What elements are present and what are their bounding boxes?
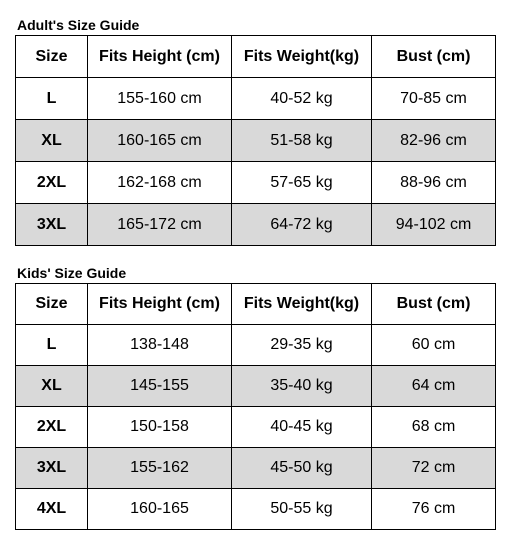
size-cell: 4XL: [16, 489, 88, 530]
adult-size-table: [15, 35, 496, 246]
table-row: [16, 325, 496, 366]
height-cell: 155-162: [88, 448, 232, 489]
weight-cell: 64-72 kg: [232, 204, 372, 246]
header-bust: Bust (cm): [372, 284, 496, 325]
header-size: Size: [16, 36, 88, 78]
bust-cell: 68 cm: [372, 407, 496, 448]
kids-size-guide-title: Kids' Size Guide: [17, 265, 127, 281]
height-cell: 155-160 cm: [88, 78, 232, 120]
table-row: [16, 366, 496, 407]
header-fits-weight: Fits Weight(kg): [232, 36, 372, 78]
size-cell: XL: [16, 120, 88, 162]
bust-cell: 72 cm: [372, 448, 496, 489]
bust-cell: 60 cm: [372, 325, 496, 366]
weight-cell: 40-52 kg: [232, 78, 372, 120]
table-row: [16, 407, 496, 448]
height-cell: 160-165 cm: [88, 120, 232, 162]
size-cell: L: [16, 78, 88, 120]
table-header-row: [16, 36, 496, 78]
weight-cell: 35-40 kg: [232, 366, 372, 407]
size-cell: 3XL: [16, 204, 88, 246]
header-fits-weight: Fits Weight(kg): [232, 284, 372, 325]
header-fits-height: Fits Height (cm): [88, 284, 232, 325]
table-row: [16, 489, 496, 530]
weight-cell: 51-58 kg: [232, 120, 372, 162]
bust-cell: 76 cm: [372, 489, 496, 530]
height-cell: 150-158: [88, 407, 232, 448]
height-cell: 162-168 cm: [88, 162, 232, 204]
height-cell: 165-172 cm: [88, 204, 232, 246]
bust-cell: 64 cm: [372, 366, 496, 407]
size-cell: XL: [16, 366, 88, 407]
size-cell: L: [16, 325, 88, 366]
table-row: [16, 162, 496, 204]
bust-cell: 88-96 cm: [372, 162, 496, 204]
weight-cell: 57-65 kg: [232, 162, 372, 204]
height-cell: 145-155: [88, 366, 232, 407]
table-row: [16, 448, 496, 489]
header-size: Size: [16, 284, 88, 325]
weight-cell: 29-35 kg: [232, 325, 372, 366]
bust-cell: 94-102 cm: [372, 204, 496, 246]
table-row: [16, 204, 496, 246]
bust-cell: 82-96 cm: [372, 120, 496, 162]
size-cell: 2XL: [16, 407, 88, 448]
table-header-row: [16, 284, 496, 325]
height-cell: 160-165: [88, 489, 232, 530]
kids-size-table: [15, 283, 496, 530]
size-cell: 3XL: [16, 448, 88, 489]
table-row: [16, 78, 496, 120]
header-fits-height: Fits Height (cm): [88, 36, 232, 78]
header-bust: Bust (cm): [372, 36, 496, 78]
weight-cell: 40-45 kg: [232, 407, 372, 448]
size-cell: 2XL: [16, 162, 88, 204]
height-cell: 138-148: [88, 325, 232, 366]
table-row: [16, 120, 496, 162]
weight-cell: 45-50 kg: [232, 448, 372, 489]
weight-cell: 50-55 kg: [232, 489, 372, 530]
bust-cell: 70-85 cm: [372, 78, 496, 120]
adult-size-guide-title: Adult's Size Guide: [17, 17, 140, 33]
